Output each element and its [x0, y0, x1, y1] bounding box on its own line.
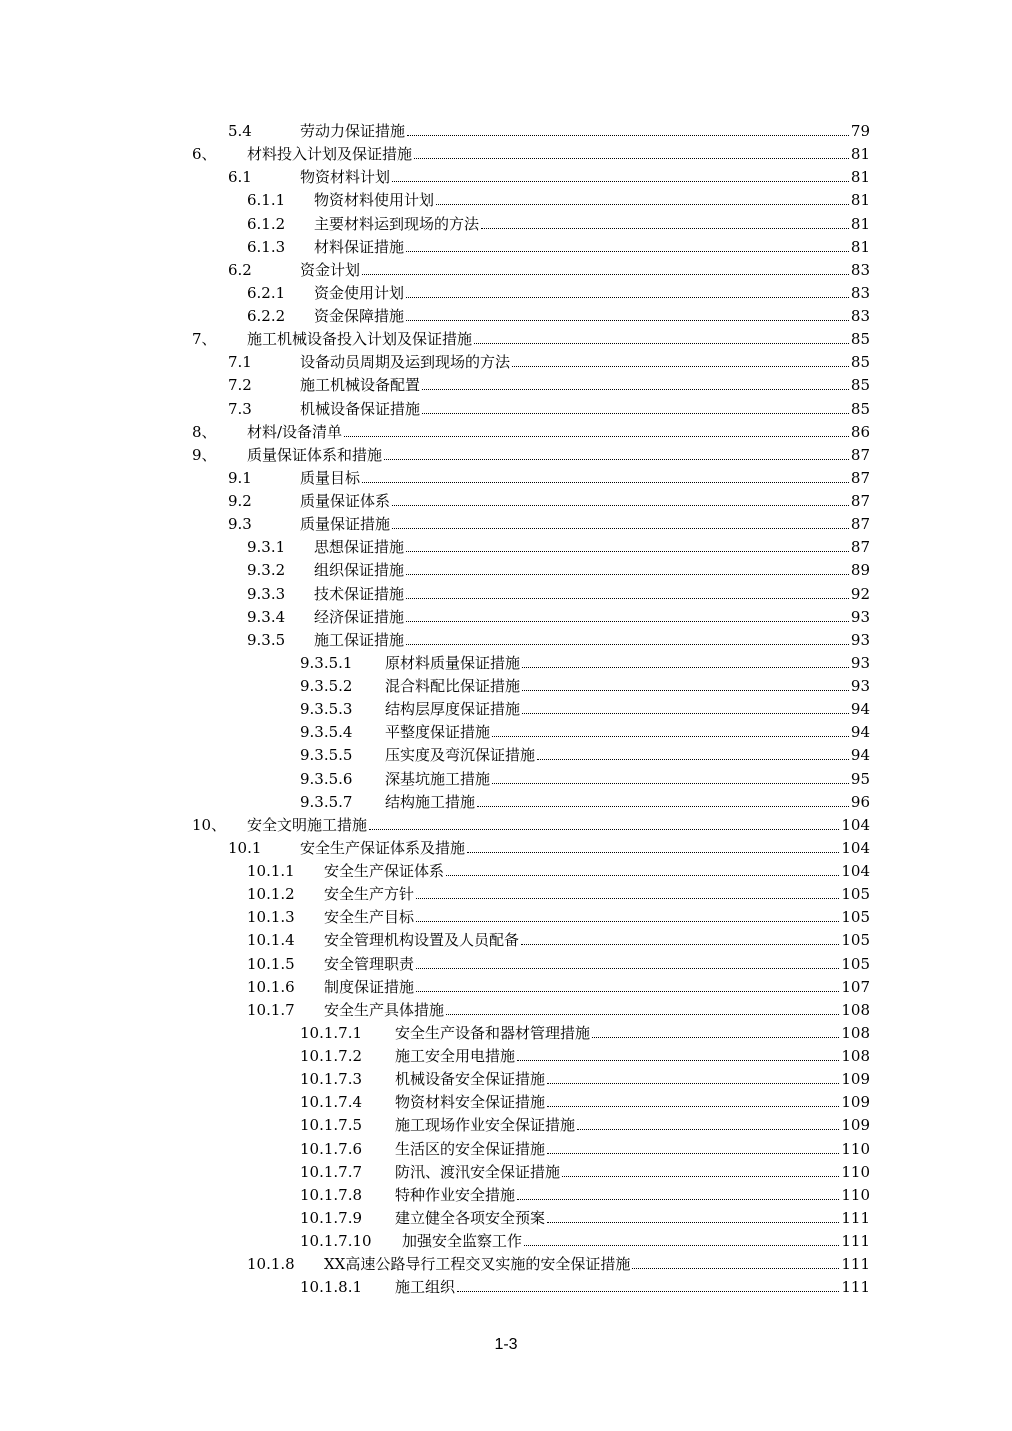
toc-entry[interactable] [0, 1022, 1012, 1045]
toc-entry-page: 111 [841, 1278, 870, 1297]
toc-entry[interactable] [0, 305, 1012, 328]
toc-entry[interactable] [0, 1184, 1012, 1207]
toc-entry[interactable] [0, 814, 1012, 837]
toc-entry-number: 10.1.7.10 [300, 1232, 372, 1250]
dot-leader [362, 482, 849, 483]
toc-entry[interactable] [0, 883, 1012, 906]
toc-entry[interactable] [0, 1207, 1012, 1230]
dot-leader [406, 297, 849, 298]
dot-leader [517, 1199, 839, 1200]
dot-leader [422, 413, 849, 414]
toc-entry-number: 9.3.5.4 [300, 723, 353, 742]
toc-entry-page: 108 [841, 1047, 870, 1065]
toc-entry-number: 9.3.5.3 [300, 700, 353, 719]
toc-entry-number: 10.1.3 [247, 908, 295, 927]
toc-entry-page: 83 [850, 307, 870, 325]
toc-entry-page: 96 [850, 792, 870, 811]
toc-entry-title: 特种作业安全措施 [395, 1185, 516, 1204]
toc-entry-title: 施工组织 [395, 1278, 456, 1297]
toc-entry[interactable] [0, 999, 1012, 1022]
toc-entry-number: 9.3.5.5 [300, 746, 353, 765]
toc-entry-title: 建立健全各项安全预案 [395, 1208, 546, 1227]
toc-entry-title: 机械设备安全保证措施 [395, 1070, 546, 1089]
toc-entry-title: 材料/设备清单 [247, 422, 343, 441]
toc-entry-title: 质量目标 [300, 468, 361, 487]
toc-entry[interactable] [0, 1091, 1012, 1114]
toc-entry-title: 安全生产保证体系及措施 [300, 838, 466, 857]
toc-entry-number: 10.1.7.5 [300, 1116, 363, 1135]
toc-entry[interactable] [0, 675, 1012, 698]
toc-entry-title: 思想保证措施 [314, 538, 405, 557]
toc-entry[interactable] [0, 398, 1012, 421]
toc-entry-number: 9.3.5.2 [300, 677, 353, 695]
toc-entry[interactable] [0, 374, 1012, 397]
dot-leader [406, 320, 849, 321]
toc-entry-title: 设备动员周期及运到现场的方法 [300, 353, 511, 372]
toc-entry[interactable] [0, 1161, 1012, 1184]
toc-entry-page: 85 [850, 330, 870, 349]
dot-leader [524, 1245, 839, 1246]
toc-entry-number: 9.3.1 [247, 538, 286, 557]
toc-entry-number: 7.2 [228, 376, 252, 395]
dot-leader [414, 158, 849, 159]
dot-leader [422, 389, 849, 390]
toc-entry-title: 经济保证措施 [314, 607, 405, 626]
toc-entry-number: 10.1 [228, 838, 262, 857]
toc-entry[interactable] [0, 1276, 1012, 1299]
toc-entry-number: 10.1.7.6 [300, 1139, 363, 1158]
toc-entry[interactable] [0, 860, 1012, 883]
toc-entry-number: 6.2.2 [247, 307, 286, 325]
toc-entry-title: 安全生产保证体系 [324, 862, 445, 880]
toc-entry[interactable] [0, 421, 1012, 444]
toc-entry-page: 108 [841, 1000, 870, 1019]
toc-entry-page: 81 [850, 145, 870, 164]
toc-entry-page: 93 [850, 607, 870, 626]
toc-entry-page: 105 [841, 954, 870, 973]
toc-entry-number: 10.1.7.2 [300, 1047, 363, 1065]
toc-entry-number: 9.3.5.7 [300, 792, 353, 811]
toc-entry-title: 安全文明施工措施 [247, 815, 368, 834]
dot-leader [592, 1037, 839, 1038]
dot-leader [537, 759, 849, 760]
toc-entry-number: 9.3.2 [247, 561, 286, 580]
dot-leader [457, 1291, 839, 1292]
toc-entry-page: 94 [850, 700, 870, 719]
toc-entry[interactable] [0, 351, 1012, 374]
toc-entry-title: 质量保证体系 [300, 492, 391, 510]
dot-leader [406, 621, 849, 622]
toc-entry-title: 资金保障措施 [314, 307, 405, 325]
toc-entry-number: 6.2.1 [247, 283, 286, 302]
toc-entry-title: 施工机械设备配置 [300, 376, 421, 395]
toc-entry-page: 109 [841, 1093, 870, 1112]
toc-entry-number: 7.1 [228, 353, 252, 372]
toc-entry-number: 10.1.7.3 [300, 1070, 363, 1089]
toc-entry[interactable] [0, 1230, 1012, 1253]
dot-leader [547, 1222, 839, 1223]
toc-entry-title: 安全管理机构设置及人员配备 [324, 931, 520, 950]
toc-entry-page: 81 [850, 168, 870, 187]
toc-entry-page: 111 [841, 1232, 870, 1250]
toc-entry-number: 10.1.4 [247, 931, 295, 950]
toc-entry-page: 105 [841, 931, 870, 950]
toc-entry-page: 109 [841, 1070, 870, 1089]
dot-leader [547, 1153, 839, 1154]
toc-entry-page: 104 [841, 862, 870, 880]
toc-entry-title: 材料保证措施 [314, 237, 405, 256]
toc-entry-page: 105 [841, 885, 870, 904]
toc-entry[interactable] [0, 282, 1012, 305]
toc-entry-page: 83 [850, 260, 870, 279]
toc-entry-page: 93 [850, 630, 870, 649]
toc-entry[interactable] [0, 583, 1012, 606]
toc-entry-title: 安全生产目标 [324, 908, 415, 927]
toc-entry-number: 6、 [192, 145, 217, 164]
toc-entry[interactable] [0, 629, 1012, 652]
toc-entry-number: 10.1.7.9 [300, 1208, 363, 1227]
toc-entry-page: 92 [850, 584, 870, 603]
toc-entry-number: 9.1 [228, 468, 252, 487]
toc-entry-title: 质量保证措施 [300, 515, 391, 534]
dot-leader [384, 459, 849, 460]
dot-leader [562, 1176, 839, 1177]
toc-entry-number: 9、 [192, 445, 217, 464]
table-of-contents [0, 120, 1012, 1299]
toc-entry-number: 6.2 [228, 260, 252, 279]
toc-entry-title: 物资材料使用计划 [314, 191, 435, 210]
toc-entry-number: 6.1.3 [247, 237, 286, 256]
toc-entry-page: 94 [850, 723, 870, 742]
toc-entry-title: 生活区的安全保证措施 [395, 1139, 546, 1158]
toc-entry-page: 85 [850, 376, 870, 395]
dot-leader [522, 713, 849, 714]
toc-entry-page: 87 [850, 468, 870, 487]
toc-entry-number: 10.1.8 [247, 1255, 295, 1274]
toc-entry-page: 86 [850, 422, 870, 441]
toc-entry-page: 104 [841, 838, 870, 857]
toc-entry-page: 83 [850, 283, 870, 302]
toc-entry-page: 87 [850, 492, 870, 510]
dot-leader [517, 1060, 839, 1061]
dot-leader [406, 644, 849, 645]
toc-entry-title: 施工安全用电措施 [395, 1047, 516, 1065]
toc-entry-number: 9.3.3 [247, 584, 286, 603]
dot-leader [436, 204, 849, 205]
toc-entry[interactable] [0, 143, 1012, 166]
page-number: 1-3 [494, 1336, 518, 1353]
toc-entry-number: 8、 [192, 422, 217, 441]
toc-entry-title: 平整度保证措施 [385, 723, 491, 742]
toc-entry-number: 10.1.8.1 [300, 1278, 363, 1297]
toc-entry-page: 85 [850, 353, 870, 372]
toc-entry[interactable] [0, 513, 1012, 536]
toc-entry-number: 10.1.5 [247, 954, 295, 973]
toc-entry[interactable] [0, 791, 1012, 814]
toc-entry-title: 制度保证措施 [324, 977, 415, 996]
dot-leader [344, 436, 849, 437]
toc-entry-number: 10.1.1 [247, 862, 295, 880]
toc-entry-number: 10.1.6 [247, 977, 295, 996]
toc-entry-number: 6.1 [228, 168, 252, 187]
dot-leader [474, 343, 849, 344]
toc-entry-title: 资金计划 [300, 260, 361, 279]
toc-entry-title: 质量保证体系和措施 [247, 445, 383, 464]
toc-entry[interactable] [0, 698, 1012, 721]
toc-entry[interactable] [0, 768, 1012, 791]
dot-leader [481, 228, 849, 229]
toc-entry-title: 材料投入计划及保证措施 [247, 145, 413, 164]
toc-entry-number: 10.1.2 [247, 885, 295, 904]
toc-entry-number: 10.1.7.7 [300, 1162, 363, 1181]
toc-entry-title: 原材料质量保证措施 [385, 653, 521, 672]
toc-entry[interactable] [0, 976, 1012, 999]
dot-leader [492, 736, 849, 737]
toc-entry-page: 81 [850, 214, 870, 233]
dot-leader [446, 875, 839, 876]
toc-entry-number: 9.3 [228, 515, 252, 534]
toc-entry-page: 85 [850, 399, 870, 418]
toc-entry-title: 加强安全监察工作 [402, 1232, 523, 1250]
toc-entry-title: 技术保证措施 [314, 584, 405, 603]
toc-entry-number: 7.3 [228, 399, 252, 418]
dot-leader [547, 1106, 839, 1107]
toc-entry-title: 安全生产具体措施 [324, 1000, 445, 1019]
toc-entry-title: 安全生产设备和器材管理措施 [395, 1023, 591, 1042]
toc-entry-page: 87 [850, 515, 870, 534]
toc-entry[interactable] [0, 467, 1012, 490]
toc-entry[interactable] [0, 953, 1012, 976]
toc-entry[interactable] [0, 236, 1012, 259]
toc-entry-title: 压实度及弯沉保证措施 [385, 746, 536, 765]
toc-entry-title: 施工机械设备投入计划及保证措施 [247, 330, 473, 349]
toc-entry-page: 93 [850, 677, 870, 695]
toc-entry-number: 10、 [192, 815, 227, 834]
toc-entry-title: 物资材料计划 [300, 168, 391, 187]
toc-entry[interactable] [0, 652, 1012, 675]
dot-leader [467, 852, 839, 853]
toc-entry[interactable] [0, 559, 1012, 582]
toc-entry[interactable] [0, 929, 1012, 952]
dot-leader [406, 598, 849, 599]
toc-entry-number: 10.1.7 [247, 1000, 295, 1019]
toc-entry-title: 安全管理职责 [324, 954, 415, 973]
dot-leader [392, 181, 849, 182]
toc-entry[interactable] [0, 1253, 1012, 1276]
toc-entry[interactable] [0, 606, 1012, 629]
toc-entry-title: 混合料配比保证措施 [385, 677, 521, 695]
toc-entry-title: 结构层厚度保证措施 [385, 700, 521, 719]
toc-entry[interactable] [0, 1045, 1012, 1068]
toc-entry-number: 10.1.7.4 [300, 1093, 363, 1112]
toc-entry-title: 机械设备保证措施 [300, 399, 421, 418]
toc-entry-page: 105 [841, 908, 870, 927]
dot-leader [406, 251, 849, 252]
toc-entry-page: 110 [841, 1162, 870, 1181]
toc-entry[interactable] [0, 1114, 1012, 1137]
toc-entry-page: 89 [850, 561, 870, 580]
toc-entry-page: 109 [841, 1116, 870, 1135]
dot-leader [406, 574, 849, 575]
toc-entry[interactable] [0, 120, 1012, 143]
toc-entry[interactable] [0, 189, 1012, 212]
toc-entry-number: 10.1.7.8 [300, 1185, 363, 1204]
toc-entry[interactable] [0, 1068, 1012, 1091]
toc-entry-page: 110 [841, 1139, 870, 1158]
toc-entry-title: 组织保证措施 [314, 561, 405, 580]
toc-entry-page: 94 [850, 746, 870, 765]
toc-entry-number: 9.3.4 [247, 607, 286, 626]
toc-entry-page: 95 [850, 769, 870, 788]
dot-leader [522, 667, 849, 668]
dot-leader [369, 829, 839, 830]
dot-leader [416, 921, 839, 922]
toc-entry-number: 9.2 [228, 492, 252, 510]
toc-entry-number: 10.1.7.1 [300, 1023, 363, 1042]
toc-entry-number: 9.3.5 [247, 630, 286, 649]
dot-leader [362, 274, 849, 275]
dot-leader [446, 1014, 839, 1015]
toc-entry[interactable] [0, 536, 1012, 559]
dot-leader [416, 991, 839, 992]
toc-entry-page: 79 [850, 122, 870, 140]
toc-entry-title: 防汛、渡汛安全保证措施 [395, 1162, 561, 1181]
dot-leader [492, 783, 849, 784]
dot-leader [547, 1083, 839, 1084]
dot-leader [522, 690, 849, 691]
toc-entry-title: 深基坑施工措施 [385, 769, 491, 788]
toc-entry-number: 6.1.1 [247, 191, 286, 210]
toc-entry-page: 87 [850, 538, 870, 557]
toc-entry-number: 5.4 [228, 122, 252, 140]
toc-entry-page: 87 [850, 445, 870, 464]
toc-entry-title: 主要材料运到现场的方法 [314, 214, 480, 233]
toc-entry[interactable] [0, 837, 1012, 860]
toc-entry-page: 104 [841, 815, 870, 834]
toc-entry-title: 结构施工措施 [385, 792, 476, 811]
toc-entry[interactable] [0, 213, 1012, 236]
toc-entry-title: 资金使用计划 [314, 283, 405, 302]
toc-entry-page: 111 [841, 1208, 870, 1227]
toc-entry-title: 劳动力保证措施 [300, 122, 406, 140]
toc-entry-title: 安全生产方针 [324, 885, 415, 904]
toc-entry[interactable] [0, 721, 1012, 744]
toc-entry[interactable] [0, 1138, 1012, 1161]
toc-entry-number: 9.3.5.1 [300, 653, 353, 672]
toc-entry-number: 9.3.5.6 [300, 769, 353, 788]
dot-leader [577, 1129, 839, 1130]
toc-entry[interactable] [0, 906, 1012, 929]
dot-leader [477, 806, 849, 807]
toc-entry[interactable] [0, 490, 1012, 513]
toc-entry[interactable] [0, 444, 1012, 467]
dot-leader [521, 944, 839, 945]
toc-entry-number: 7、 [192, 330, 217, 349]
toc-entry-page: 81 [850, 191, 870, 210]
toc-entry-page: 110 [841, 1185, 870, 1204]
dot-leader [392, 505, 849, 506]
toc-entry-number: 6.1.2 [247, 214, 286, 233]
dot-leader [392, 528, 849, 529]
dot-leader [416, 898, 839, 899]
toc-entry-title: 施工现场作业安全保证措施 [395, 1116, 576, 1135]
toc-entry[interactable] [0, 744, 1012, 767]
toc-entry-title: 施工保证措施 [314, 630, 405, 649]
dot-leader [406, 551, 849, 552]
toc-entry-title: 物资材料安全保证措施 [395, 1093, 546, 1112]
dot-leader [407, 135, 849, 136]
dot-leader [512, 366, 849, 367]
toc-entry[interactable] [0, 166, 1012, 189]
toc-entry[interactable] [0, 259, 1012, 282]
toc-entry-title: XX高速公路导行工程交叉实施的安全保证措施 [324, 1255, 631, 1274]
dot-leader [632, 1268, 839, 1269]
toc-entry-page: 81 [850, 237, 870, 256]
toc-entry-page: 107 [841, 977, 870, 996]
dot-leader [416, 968, 839, 969]
toc-entry-page: 111 [841, 1255, 870, 1274]
toc-entry-page: 93 [850, 653, 870, 672]
toc-entry-page: 108 [841, 1023, 870, 1042]
toc-entry[interactable] [0, 328, 1012, 351]
